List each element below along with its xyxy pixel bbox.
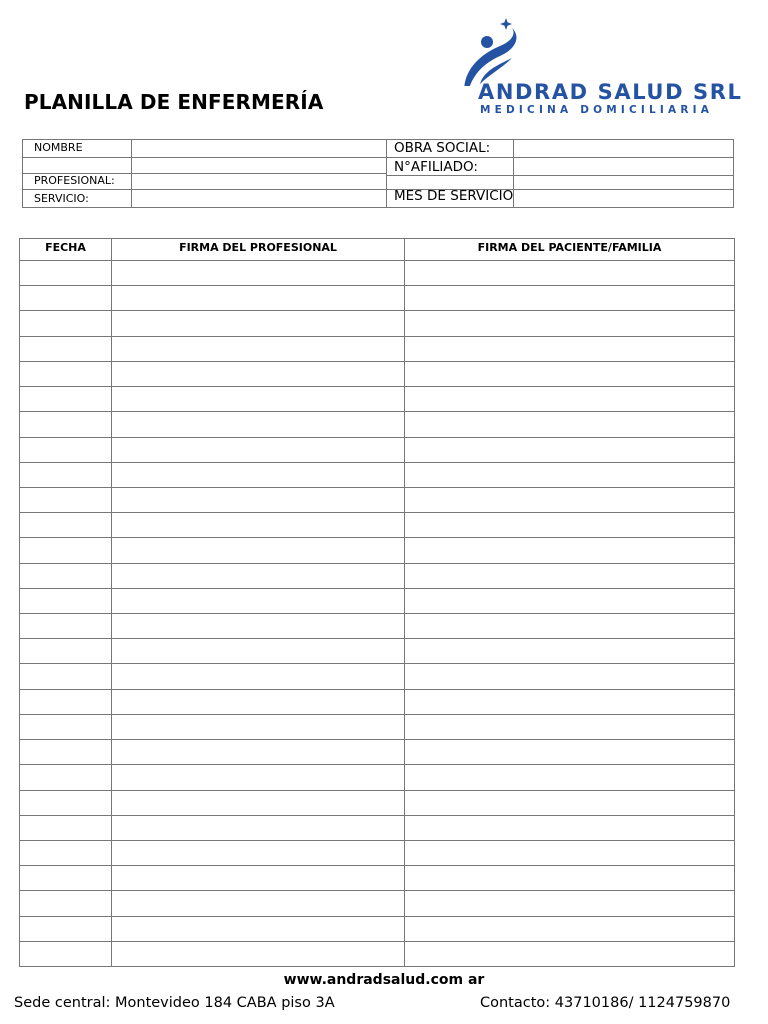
table-row <box>20 917 734 941</box>
firma-profesional-cell[interactable] <box>112 438 404 462</box>
table-row <box>20 891 734 915</box>
fecha-cell[interactable] <box>20 791 111 815</box>
firma-paciente-cell[interactable] <box>405 564 734 588</box>
fecha-cell[interactable] <box>20 690 111 714</box>
table-row <box>20 942 734 966</box>
servicio-field[interactable] <box>132 190 386 207</box>
firma-paciente-cell[interactable] <box>405 387 734 411</box>
firma-profesional-cell[interactable] <box>112 337 404 361</box>
company-logo <box>456 16 743 124</box>
profesional-field[interactable] <box>132 174 386 189</box>
firma-profesional-cell[interactable] <box>112 816 404 840</box>
table-row <box>20 463 734 487</box>
table-row <box>20 564 734 588</box>
fecha-cell[interactable] <box>20 513 111 537</box>
nombre-field[interactable] <box>132 140 386 157</box>
firma-profesional-cell[interactable] <box>112 488 404 512</box>
table-row <box>20 337 734 361</box>
afiliado-field[interactable] <box>514 158 733 175</box>
servicio-label: SERVICIO: <box>34 192 89 205</box>
table-row <box>20 286 734 310</box>
nombre-label: NOMBRE <box>34 141 83 154</box>
mes-servicio-label: MES DE SERVICIO <box>394 188 514 204</box>
fecha-cell[interactable] <box>20 488 111 512</box>
firma-profesional-cell[interactable] <box>112 917 404 941</box>
contact-text: Contacto: 43710186/ 1124759870 <box>480 995 731 1011</box>
firma-profesional-cell[interactable] <box>112 538 404 562</box>
fecha-cell[interactable] <box>20 664 111 688</box>
firma-paciente-cell[interactable] <box>405 488 734 512</box>
table-row <box>20 311 734 335</box>
firma-profesional-cell[interactable] <box>112 412 404 436</box>
firma-profesional-cell[interactable] <box>112 639 404 663</box>
fecha-cell[interactable] <box>20 564 111 588</box>
table-row <box>20 664 734 688</box>
fecha-cell[interactable] <box>20 589 111 613</box>
fecha-cell[interactable] <box>20 362 111 386</box>
firma-profesional-cell[interactable] <box>112 311 404 335</box>
fecha-cell[interactable] <box>20 337 111 361</box>
table-row <box>20 740 734 764</box>
fecha-cell[interactable] <box>20 311 111 335</box>
fecha-cell[interactable] <box>20 261 111 285</box>
fecha-cell[interactable] <box>20 740 111 764</box>
fecha-cell[interactable] <box>20 715 111 739</box>
firma-profesional-cell[interactable] <box>112 387 404 411</box>
page-title: PLANILLA DE ENFERMERÍA <box>24 90 324 114</box>
fecha-cell[interactable] <box>20 639 111 663</box>
fecha-cell[interactable] <box>20 538 111 562</box>
mes-servicio-field[interactable] <box>514 190 733 207</box>
fecha-cell[interactable] <box>20 891 111 915</box>
firma-profesional-cell[interactable] <box>112 841 404 865</box>
firma-profesional-cell[interactable] <box>112 513 404 537</box>
firma-profesional-cell[interactable] <box>112 891 404 915</box>
fecha-cell[interactable] <box>20 765 111 789</box>
fecha-cell[interactable] <box>20 387 111 411</box>
table-row <box>20 614 734 638</box>
firma-paciente-cell[interactable] <box>405 740 734 764</box>
firma-paciente-cell[interactable] <box>405 513 734 537</box>
firma-paciente-cell[interactable] <box>405 791 734 815</box>
firma-profesional-cell[interactable] <box>112 286 404 310</box>
firma-paciente-cell[interactable] <box>405 286 734 310</box>
person-swoosh-icon <box>456 16 736 86</box>
firma-paciente-cell[interactable] <box>405 942 734 966</box>
fecha-cell[interactable] <box>20 438 111 462</box>
fecha-cell[interactable] <box>20 412 111 436</box>
firma-paciente-cell[interactable] <box>405 891 734 915</box>
firma-paciente-cell[interactable] <box>405 816 734 840</box>
firma-profesional-cell[interactable] <box>112 362 404 386</box>
table-row <box>20 513 734 537</box>
firma-paciente-cell[interactable] <box>405 639 734 663</box>
table-row <box>20 261 734 285</box>
table-row <box>20 438 734 462</box>
firma-profesional-cell[interactable] <box>112 664 404 688</box>
table-row <box>20 765 734 789</box>
fecha-cell[interactable] <box>20 614 111 638</box>
firma-paciente-cell[interactable] <box>405 261 734 285</box>
firma-profesional-cell[interactable] <box>112 765 404 789</box>
table-row <box>20 841 734 865</box>
firma-profesional-cell[interactable] <box>112 942 404 966</box>
patient-info-grid <box>22 139 734 208</box>
fecha-cell[interactable] <box>20 816 111 840</box>
table-row <box>20 639 734 663</box>
firma-profesional-cell[interactable] <box>112 614 404 638</box>
logo-name: ANDRAD SALUD SRL <box>478 80 743 104</box>
firma-paciente-cell[interactable] <box>405 765 734 789</box>
header-firma-paciente: FIRMA DEL PACIENTE/FAMILIA <box>477 241 662 254</box>
firma-paciente-cell[interactable] <box>405 362 734 386</box>
firma-profesional-cell[interactable] <box>112 564 404 588</box>
address-text: Sede central: Montevideo 184 CABA piso 3A <box>14 995 335 1011</box>
table-row <box>20 715 734 739</box>
table-row <box>20 387 734 411</box>
firma-paciente-cell[interactable] <box>405 589 734 613</box>
table-row <box>20 488 734 512</box>
afiliado-label: N°AFILIADO: <box>394 159 478 175</box>
obra-social-label: OBRA SOCIAL: <box>394 140 491 156</box>
firma-paciente-cell[interactable] <box>405 538 734 562</box>
firma-paciente-cell[interactable] <box>405 438 734 462</box>
fecha-cell[interactable] <box>20 841 111 865</box>
firma-profesional-cell[interactable] <box>112 740 404 764</box>
firma-profesional-cell[interactable] <box>112 791 404 815</box>
signature-table <box>19 238 735 967</box>
firma-profesional-cell[interactable] <box>112 690 404 714</box>
firma-profesional-cell[interactable] <box>112 261 404 285</box>
firma-paciente-cell[interactable] <box>405 311 734 335</box>
firma-paciente-cell[interactable] <box>405 412 734 436</box>
table-row <box>20 362 734 386</box>
logo-tagline: MEDICINA DOMICILIARIA <box>480 104 714 116</box>
table-row <box>20 538 734 562</box>
table-row <box>20 816 734 840</box>
table-row <box>20 866 734 890</box>
firma-paciente-cell[interactable] <box>405 337 734 361</box>
table-row <box>20 589 734 613</box>
firma-paciente-cell[interactable] <box>405 917 734 941</box>
obra-social-field[interactable] <box>514 140 733 157</box>
fecha-cell[interactable] <box>20 286 111 310</box>
profesional-label: PROFESIONAL: <box>34 174 115 187</box>
header-firma-profesional: FIRMA DEL PROFESIONAL <box>179 241 337 254</box>
fecha-cell[interactable] <box>20 463 111 487</box>
firma-profesional-cell[interactable] <box>112 866 404 890</box>
firma-paciente-cell[interactable] <box>405 614 734 638</box>
firma-paciente-cell[interactable] <box>405 841 734 865</box>
website-link[interactable]: www.andradsalud.com ar <box>283 972 485 988</box>
firma-profesional-cell[interactable] <box>112 715 404 739</box>
firma-paciente-cell[interactable] <box>405 690 734 714</box>
firma-paciente-cell[interactable] <box>405 664 734 688</box>
table-row <box>20 690 734 714</box>
table-row <box>20 791 734 815</box>
table-row <box>20 412 734 436</box>
fecha-cell[interactable] <box>20 917 111 941</box>
fecha-cell[interactable] <box>20 942 111 966</box>
firma-paciente-cell[interactable] <box>405 715 734 739</box>
firma-paciente-cell[interactable] <box>405 463 734 487</box>
fecha-cell[interactable] <box>20 866 111 890</box>
firma-profesional-cell[interactable] <box>112 463 404 487</box>
firma-profesional-cell[interactable] <box>112 589 404 613</box>
header-fecha: FECHA <box>45 241 86 254</box>
firma-paciente-cell[interactable] <box>405 866 734 890</box>
